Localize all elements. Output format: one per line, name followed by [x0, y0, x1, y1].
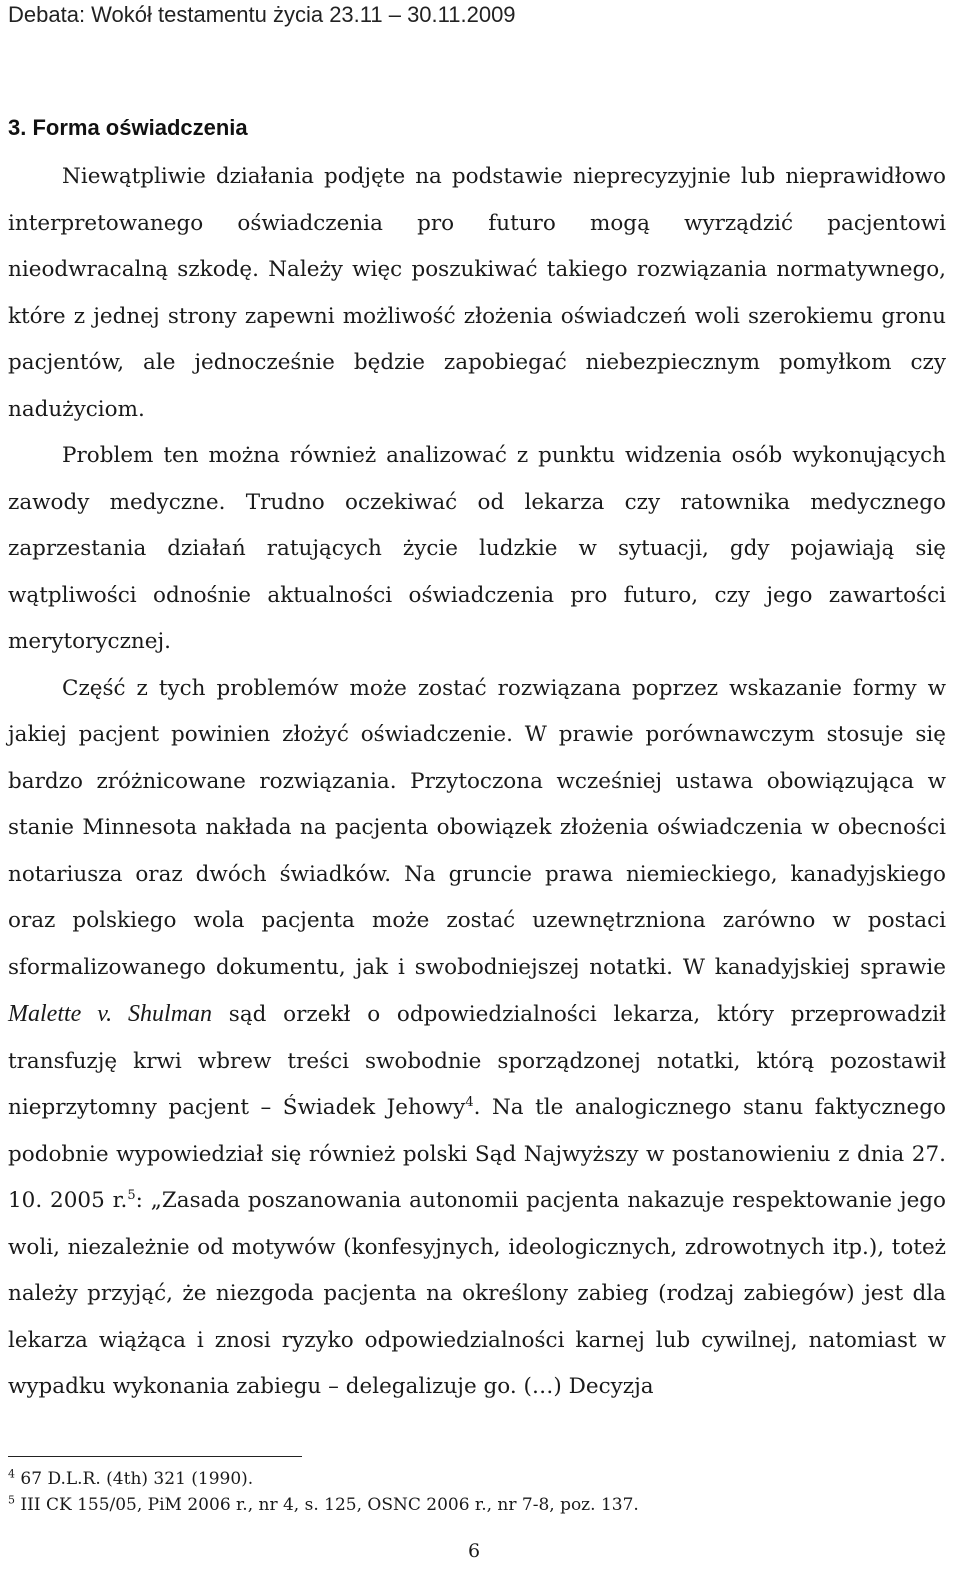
- case-name: Malette v. Shulman: [8, 1001, 213, 1027]
- footnote-divider: [8, 1456, 302, 1457]
- paragraph-3-text-c: . Na tle analogicznego stanu faktycznego podobnie wypowiedział się również polski Sąd Najwyższy w postanowieniu z dnia 27. 10. 2005 r.: [8, 1095, 946, 1213]
- footnotes: [8, 1466, 639, 1518]
- footnote-number: 5: [8, 1493, 15, 1507]
- footnote-text: 67 D.L.R. (4th) 321 (1990).: [15, 1469, 254, 1489]
- body-text: [8, 154, 946, 1411]
- footnote-number: 4: [8, 1467, 15, 1481]
- footnote-item: [8, 1492, 639, 1518]
- paragraph-3-text-a: Część z tych problemów może zostać rozwiązana poprzez wskazanie formy w jakiej pacjent powinien złożyć oświadczenie. W prawie porównawczym stosuje się bardzo zróżnicowane rozwiązania. Przytoczona wcześniej ustawa obowiązująca w stanie Minnesota nakłada na pacjenta obowiązek złożenia oświadczenia w obecności notariusza oraz dwóch świadków. Na gruncie prawa niemieckiego, kanadyjskiego oraz polskiego wola pacjenta może zostać uzewnętrzniona zarówno w postaci sformalizowanego dokumentu, jak i swobodniejszej notatki. W kanadyjskiej sprawie: [8, 675, 946, 980]
- paragraph-3: [8, 666, 946, 1411]
- footnote-item: [8, 1466, 639, 1492]
- paragraph-2: Problem ten można również analizować z punktu widzenia osób wykonujących zawody medyczne. Trudno oczekiwać od lekarza czy ratownika medycznego zaprzestania działań ratujących życie ludzkie w sytuacji, gdy pojawiają się wątpliwości odnośnie aktualności oświadczenia pro futuro, czy jego zawartości merytorycznej.: [8, 443, 946, 654]
- footnote-text: III CK 155/05, PiM 2006 r., nr 4, s. 125, OSNC 2006 r., nr 7-8, poz. 137.: [15, 1495, 639, 1515]
- paragraph-3-text-b: sąd orzekł o odpowiedzialności lekarza, który przeprowadził transfuzję krwi wbrew treści swobodnie sporządzonej notatki, którą pozostawił nieprzytomny pacjent – Świadek Jehowy: [8, 1002, 946, 1120]
- running-header: Debata: Wokół testamentu życia 23.11 – 30.11.2009: [8, 2, 516, 27]
- paragraph-3-text-d: : „Zasada poszanowania autonomii pacjenta nakazuje respektowanie jego woli, niezależnie od motywów (konfesyjnych, ideologicznych, zdrowotnych itp.), toteż należy przyjąć, że niezgoda pacjenta na określony zabieg (rodzaj zabiegów) jest dla lekarza wiążąca i znosi ryzyko odpowiedzialności karnej lub cywilnej, natomiast w wypadku wykonania zabiegu – delegalizuje go. (…) Decyzja: [8, 1188, 946, 1399]
- page-number: 6: [467, 1540, 481, 1562]
- paragraph-1: Niewątpliwie działania podjęte na podstawie nieprecyzyjnie lub nieprawidłowo interpretowanego oświadczenia pro futuro mogą wyrządzić pacjentowi nieodwracalną szkodę. Należy więc poszukiwać takiego rozwiązania normatywnego, które z jednej strony zapewni możliwość złożenia oświadczeń woli szerokiemu gronu pacjentów, ale jednocześnie będzie zapobiegać niebezpiecznym pomyłkom czy nadużyciom.: [8, 164, 946, 422]
- section-heading: 3. Forma oświadczenia: [8, 115, 248, 140]
- footnote-ref-4[interactable]: 4: [465, 1094, 474, 1110]
- footnote-ref-5[interactable]: 5: [127, 1187, 136, 1203]
